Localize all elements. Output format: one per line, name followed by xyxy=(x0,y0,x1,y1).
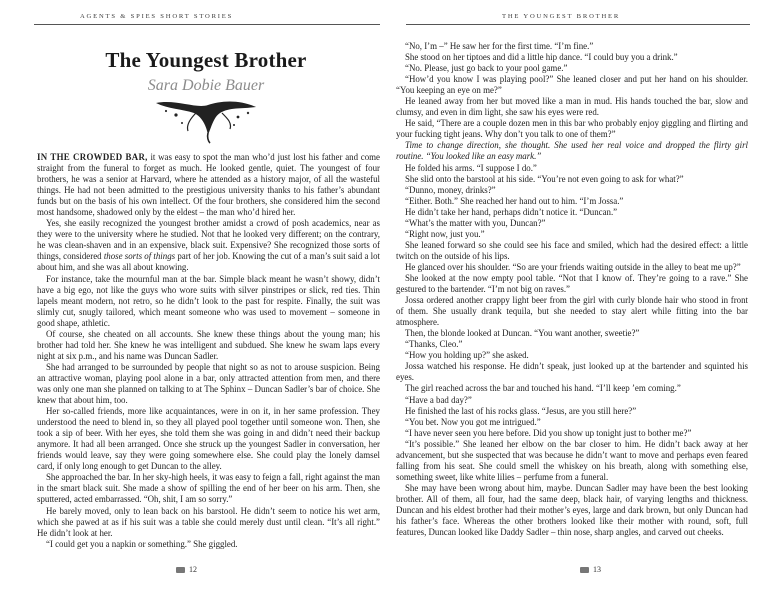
page-number-right: 13 xyxy=(580,565,601,574)
paragraph: Yes, she easily recognized the youngest brother amidst a crowd of posh academics, near as they were to the university where he studied. Not that he looked very different; on the contrary, he was clean-shaven and in an expensive, black suit. Expensive? She recognized those sorts of things, considered those sorts of things part of her job. Knowing the cut of a man’s suit said a lot about him, and she was all about knowing. xyxy=(37,218,380,273)
paragraph: He didn’t take her hand, perhaps didn’t notice it. “Duncan.” xyxy=(405,206,618,217)
paragraph: Of course, she cheated on all accounts. She knew these things about the young man; his brother had told her. She knew he was intelligent and subdued. She knew he swam laps every night at six p.m., and his name was Duncan Sadler. xyxy=(37,328,380,361)
paragraph: “You bet. Now you got me intrigued.” xyxy=(405,416,541,427)
paragraph: She may have been wrong about him, maybe. Duncan Sadler may have been the best looking brother. All of them, all four, had the same deep, black hair, of varying lengths and thickness. Duncan and his eldest brother had their mother’s eyes, large and dark brown, but only Duncan had his father’s face. Whereas the other brothers looked like their mother with round, soft, full features, Duncan looked like Daddy Sadler – thin nose, sharp angles, and carved out cheeks. xyxy=(396,482,748,538)
paragraph: He folded his arms. “I suppose I do.” xyxy=(405,162,537,173)
opening-words: IN THE CROWDED BAR, xyxy=(37,152,148,162)
header-rule-left xyxy=(34,24,380,25)
ink-splatter-ornament xyxy=(146,95,266,145)
paragraph: Jossa watched his response. He didn’t speak, just looked up at the bartender and squinted his eyes. xyxy=(396,361,748,383)
paragraph: She slid onto the barstool at his side. “You’re not even going to ask for what?” xyxy=(405,173,684,184)
paragraph: Then, the blonde looked at Duncan. “You want another, sweetie?” xyxy=(405,328,640,339)
paragraph: “What’s the matter with you, Duncan?” xyxy=(405,217,546,228)
running-head-left: AGENTS & SPIES SHORT STORIES xyxy=(80,13,234,20)
italic-phrase: those sorts of things xyxy=(103,251,176,262)
paragraph: She had arranged to be surrounded by people that night so as not to arouse suspicion. Being an attractive woman, playing pool alone in a bar, only attracted attention from men, and there was only one man she planned on talking to at The Sphinx – Duncan Sadler’s bar of choice. She knew that about him, too. xyxy=(37,361,380,406)
paragraph: For instance, take the mournful man at the bar. Simple black meant he wasn’t showy, didn’t have a big ego, not like the guys who wore suits with silver pinstripes or slick, red ties. Thin lapels meant modern, not retro, so he didn’t look to the past for respite. Finally, the suit was slimly cut, snugly tailored, which meant someone who was used to movement – someone in good shape, athletic. xyxy=(37,273,380,328)
paragraph: He leaned away from her but moved like a man in mud. His hands touched the bar, slow and clumsy, and even in dim light, she saw his eyes were red. xyxy=(396,96,748,118)
paragraph: She approached the bar. In her sky-high heels, it was easy to feign a fall, right against the man in the smart black suit. She made a show of spilling the end of her beer on his arm. Then, she sputtered, acted embarrassed. “Oh, shit, I am so sorry.” xyxy=(37,472,380,505)
paragraph: “No. Please, just go back to your pool game.” xyxy=(405,63,568,74)
paragraph: Jossa ordered another crappy light beer from the girl with curly blonde hair who stood in front of them. She usually drank tequila, but she needed to stay alert while fitting into the bar atmosphere. xyxy=(396,295,748,328)
paragraph: “Thanks, Cleo.” xyxy=(405,339,463,350)
paragraph: “It’s possible.” She leaned her elbow on the bar closer to him. He didn’t back away at her advancement, but she suspected that was because he didn’t want to move and perhaps even feared falling from his seat. She could smell the whiskey on his breath, along with something else, something sweet, like white lilies – perfume from a funeral. xyxy=(396,438,748,482)
paragraph: Her so-called friends, more like acquaintances, were in on it, in her same profession. They understood the need to blend in, so they all played pool together until someone won. Then, she took a sip of beer. With her eyes, she told them she was going in and didn’t need their backup anymore. It had all been arranged. Once she struck up the youngest Sadler in conversation, her friends would leave, say they were going somewhere else. She could play the lonely damsel card, if only long enough to get Duncan to the alley. xyxy=(37,406,380,472)
paragraph: “Have a bad day?” xyxy=(405,394,472,405)
left-body-text xyxy=(37,152,380,550)
story-title: The Youngest Brother xyxy=(105,48,307,72)
paragraph: “Either. Both.” She reached her hand out to him. “I’m Jossa.” xyxy=(405,195,624,206)
header-rule-right xyxy=(406,24,750,25)
paragraph: IN THE CROWDED BAR, it was easy to spot the man who’d just lost his father and come straight from the funeral to forget as much. He looked gentle, quiet. The youngest of four brothers, he was a senior at Harvard, where he attended as a history major, of all the wasteful things. He had not been admitted to the prestigious university thanks to his father’s abundant funds but on the basis of his own intellect. Of the four brothers, she considered him the second most handsome, shadowed only by the eldest – the man who’d hired her. xyxy=(37,152,380,218)
right-page xyxy=(392,0,784,600)
right-body-text xyxy=(396,41,748,538)
paragraph: “No, I’m –” He saw her for the first time. “I’m fine.” xyxy=(405,41,594,51)
paragraph: She leaned forward so she could see his face and smiled, which had the desired effect: a little twitch on the outside of his lips. xyxy=(396,239,748,261)
paragraph: “I could get you a napkin or something.” She giggled. xyxy=(46,538,238,549)
paragraph: She looked at the now empty pool table. “Not that I know of. They’re going to a rave.” She gestured to the bartender. “I’m not big on raves.” xyxy=(396,272,748,295)
paragraph: “How you holding up?” she asked. xyxy=(405,350,529,361)
paragraph: She stood on her tiptoes and did a little hip dance. “I could buy you a drink.” xyxy=(405,52,678,63)
paragraph: He glanced over his shoulder. “So are your friends waiting outside in the alley to beat me up?” xyxy=(405,261,741,272)
paragraph: “Right now, just you.” xyxy=(405,228,485,239)
running-head-right: THE YOUNGEST BROTHER xyxy=(502,13,621,20)
folio-ornament-icon xyxy=(176,567,185,573)
page-number-left: 12 xyxy=(176,565,197,574)
paragraph: Time to change direction, she thought. She used her real voice and dropped the flirty girl routine. “You looked like an easy mark.” xyxy=(396,140,748,162)
paragraph: He finished the last of his rocks glass. “Jesus, are you still here?” xyxy=(405,405,637,416)
paragraph: “How’d you know I was playing pool?” She leaned closer and put her hand on his shoulder. “You keeping an eye on me?” xyxy=(396,74,748,96)
paragraph: The girl reached across the bar and touched his hand. “I’ll keep ’em coming.” xyxy=(405,383,681,394)
paragraph: He said, “There are a couple dozen men in this bar who probably enjoy giggling and flirting and your fucking tight jeans. Why don’t you talk to one of them?” xyxy=(396,118,748,140)
paragraph: He barely moved, only to lean back on his barstool. He didn’t seem to notice his wet arm, which she pawed at as if his suit was a table she could merely dust until clean. “It’s all right.” He didn’t look at her. xyxy=(37,505,380,538)
paragraph: “Dunno, money, drinks?” xyxy=(405,184,496,195)
folio-ornament-icon xyxy=(580,567,589,573)
paragraph: “I have never seen you here before. Did you show up tonight just to bother me?” xyxy=(405,427,692,438)
story-author: Sara Dobie Bauer xyxy=(147,77,265,94)
